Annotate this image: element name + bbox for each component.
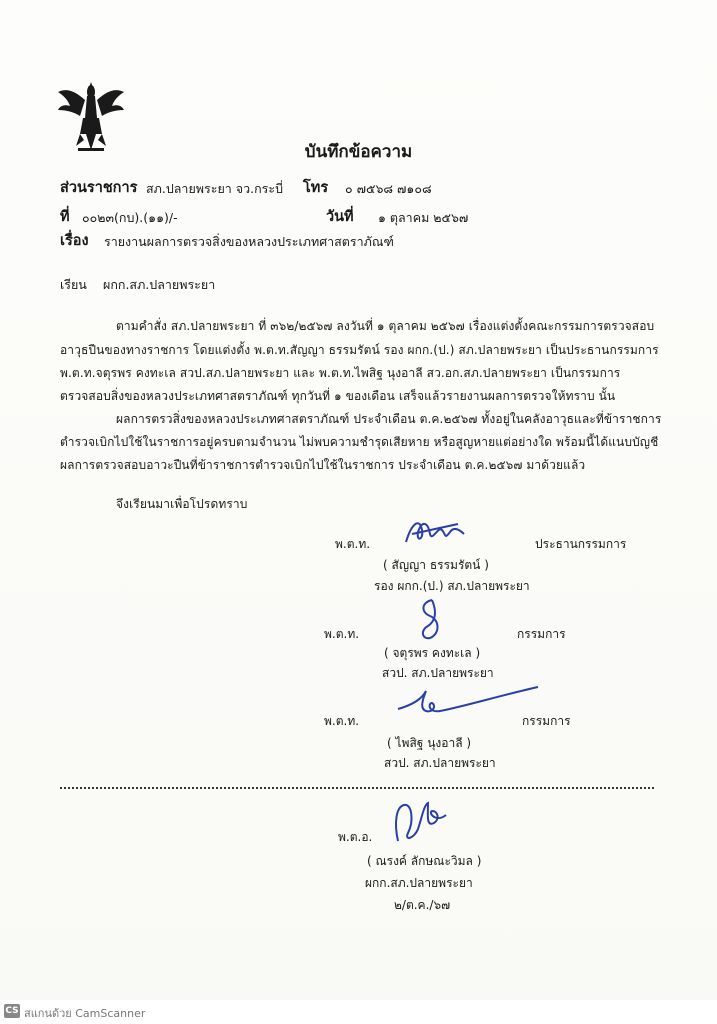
ref-value: ๐๐๒๓(กบ).(๑๑)/-	[82, 210, 178, 225]
body-line: อาวุธปืนของทางราชการ โดยแต่งตั้ง พ.ต.ท.สัญญา ธรรมรัตน์ รอง ผกก.(ป.) สภ.ปลายพระยา เป็นประธานกรรมการ	[60, 343, 659, 357]
dotted-divider	[60, 787, 654, 789]
signatory-role: ประธานกรรมการ	[535, 537, 627, 551]
signatory-position: สวป. สภ.ปลายพระยา	[384, 756, 496, 770]
signature-2-icon	[410, 596, 450, 646]
body-line: ผลการตรวสิ่งของหลวงประเภทศาสตราภัณฑ์ ประจำเดือน ต.ค.๒๕๖๗ ทั้งอยู่ในคลังอาวุธและที่ข้าราชการ	[116, 412, 662, 426]
subject-value: รายงานผลการตรวจสิ่งของหลวงประเภทศาสตราภัณฑ์	[104, 234, 394, 249]
signatory-name: ( ไพสิฐ นุงอาลี )	[387, 736, 472, 750]
closing-line: จึงเรียนมาเพื่อโปรดทราบ	[116, 497, 248, 511]
approver-name: ( ณรงค์ ลักษณะวิมล )	[367, 854, 482, 868]
signatory-rank: พ.ต.ท.	[324, 627, 360, 641]
signature-1-icon	[398, 512, 488, 552]
signatory-rank: พ.ต.ท.	[324, 714, 360, 728]
signatory-position: รอง ผกก.(ป.) สภ.ปลายพระยา	[374, 579, 530, 593]
camscanner-watermark: สแกนด้วย CamScanner	[24, 1007, 146, 1020]
memo-title: บันทึกข้อความ	[304, 142, 413, 162]
phone-value: ๐ ๗๕๖๘ ๗๑๐๘	[345, 181, 432, 196]
agency-value: สภ.ปลายพระยา จว.กระบี่	[146, 181, 284, 196]
signatory-position: สวป. สภ.ปลายพระยา	[382, 666, 494, 680]
signatory-name: ( สัญญา ธรรมรัตน์ )	[383, 558, 489, 572]
phone-label: โทร	[303, 180, 329, 196]
approval-date: ๒/ต.ค./๖๗	[394, 898, 451, 912]
body-line: ผลการตรวจสอบอาวะปืนที่ข้าราชการตำรวจเบิกไปใช้ในราชการ ประจำเดือน ต.ค.๒๕๖๗ มาด้วยแล้ว	[60, 458, 586, 472]
signatory-name: ( จตุรพร คงทะเล )	[384, 646, 481, 660]
camscanner-logo-icon: CS	[5, 1006, 19, 1016]
body-line: ตรวจสอบสิ่งของหลวงประเภทศาสตราภัณฑ์ ทุกวันที่ ๑ ของเดือน เสร็จแล้วรายงานผลการตรวจให้ทราบ นั้น	[60, 389, 616, 403]
subject-label: เรื่อง	[60, 233, 89, 249]
approver-position: ผกก.สภ.ปลายพระยา	[365, 876, 473, 890]
approval-signature-icon	[388, 793, 458, 848]
signatory-role: กรรมการ	[522, 714, 571, 728]
body-line: ตำรวจเบิกไปใช้ในราชการอยู่ครบตามจำนวน ไม่พบความชำรุดเสียหาย หรือสูญหายแต่อย่างใด พร้อมนี้ได้แนบบัญชี	[60, 435, 659, 449]
signature-3-icon	[392, 683, 542, 723]
ref-label: ที่	[60, 209, 70, 225]
date-value: ๑ ตุลาคม ๒๕๖๗	[378, 210, 469, 225]
signatory-rank: พ.ต.ท.	[335, 537, 371, 551]
body-line: ตามคำสั่ง สภ.ปลายพระยา ที่ ๓๖๒/๒๕๖๗ ลงวันที่ ๑ ตุลาคม ๒๕๖๗ เรื่องแต่งตั้งคณะกรรมการตรวจสอบ	[116, 319, 655, 333]
agency-label: ส่วนราชการ	[60, 180, 138, 196]
approver-rank: พ.ต.อ.	[338, 830, 373, 844]
scanner-footer	[0, 1000, 717, 1024]
date-label: วันที่	[326, 209, 354, 225]
salutation-label: เรียน	[60, 277, 87, 292]
salutation-value: ผกก.สภ.ปลายพระยา	[103, 277, 216, 292]
signatory-role: กรรมการ	[517, 627, 566, 641]
body-line: พ.ต.ท.จตุรพร คงทะเล สวป.สภ.ปลายพระยา และ พ.ต.ท.ไพสิฐ นุงอาลี สว.อก.สภ.ปลายพระยา เป็นกรรมการ	[60, 366, 621, 380]
